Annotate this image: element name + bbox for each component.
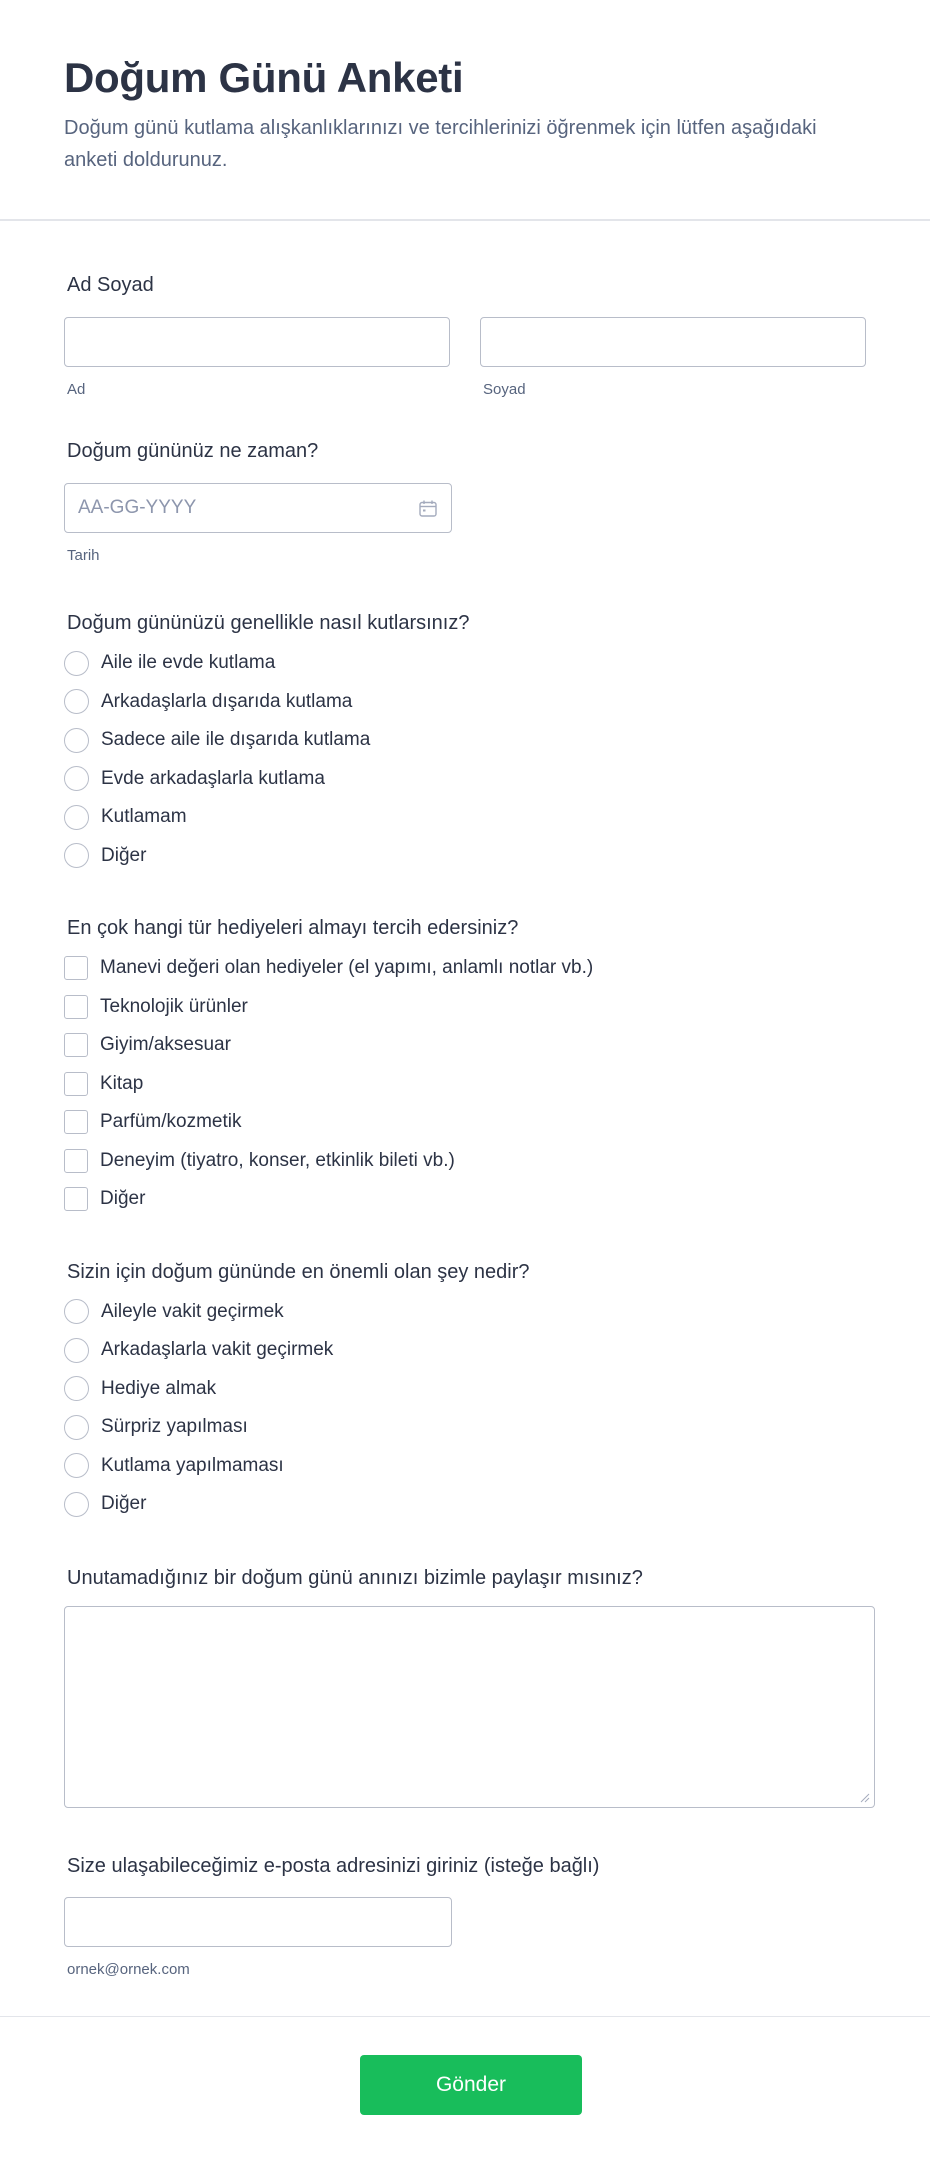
radio-option[interactable] <box>64 721 866 760</box>
memory-question <box>64 1564 866 1808</box>
checkbox[interactable] <box>64 1033 88 1057</box>
radio-option[interactable] <box>64 683 866 722</box>
option-label: Manevi değeri olan hediyeler (el yapımı, anlamlı notlar vb.) <box>100 957 594 979</box>
form-footer <box>0 2016 930 2162</box>
checkbox-option[interactable] <box>64 1142 866 1181</box>
option-label: Sürpriz yapılması <box>101 1416 248 1438</box>
calendar-icon[interactable] <box>419 500 437 517</box>
name-question <box>64 271 866 399</box>
option-label: Aileyle vakit geçirmek <box>101 1300 284 1322</box>
radio-button[interactable] <box>64 1453 89 1478</box>
gifts-question <box>64 914 866 1219</box>
radio-button[interactable] <box>64 651 89 676</box>
radio-option[interactable] <box>64 1408 866 1447</box>
option-label: Kutlamam <box>101 806 187 828</box>
option-label: Sadece aile ile dışarıda kutlama <box>101 729 371 751</box>
email-label: Size ulaşabileceğimiz e-posta adresinizi giriniz (isteğe bağlı) <box>67 1854 600 1877</box>
radio-option[interactable] <box>64 1370 866 1409</box>
option-label: Hediye almak <box>101 1377 217 1399</box>
radio-option[interactable] <box>64 1447 866 1486</box>
option-label: Arkadaşlarla dışarıda kutlama <box>101 690 353 712</box>
radio-button[interactable] <box>64 1299 89 1324</box>
option-label: Teknolojik ürünler <box>100 995 248 1017</box>
gifts-label: En çok hangi tür hediyeleri almayı tercih edersiniz? <box>67 917 519 939</box>
radio-button[interactable] <box>64 843 89 868</box>
radio-option[interactable] <box>64 1293 866 1332</box>
radio-button[interactable] <box>64 1492 89 1517</box>
name-label: Ad Soyad <box>67 274 154 296</box>
birthday-label: Doğum gününüz ne zaman? <box>67 440 319 462</box>
option-label: Arkadaşlarla vakit geçirmek <box>101 1339 334 1361</box>
option-label: Giyim/aksesuar <box>100 1034 231 1056</box>
option-label: Diğer <box>101 844 147 866</box>
radio-option[interactable] <box>64 1485 866 1524</box>
date-placeholder: AA-GG-YYYY <box>78 497 197 518</box>
radio-button[interactable] <box>64 1376 89 1401</box>
radio-button[interactable] <box>64 1338 89 1363</box>
option-label: Parfüm/kozmetik <box>100 1111 242 1133</box>
page-subtitle: Doğum günü kutlama alışkanlıklarınızı ve tercihlerinizi öğrenmek için lütfen aşağıdaki anketi doldurunuz. <box>64 117 817 171</box>
checkbox-option[interactable] <box>64 1065 866 1104</box>
option-label: Aile ile evde kutlama <box>101 652 276 674</box>
option-label: Deneyim (tiyatro, konser, etkinlik bileti vb.) <box>100 1149 455 1171</box>
checkbox[interactable] <box>64 1072 88 1096</box>
page-title: Doğum Günü Anketi <box>64 54 464 101</box>
memory-label: Unutamadığınız bir doğum günü anınızı bizimle paylaşır mısınız? <box>67 1566 643 1589</box>
first-name-input[interactable] <box>64 317 450 367</box>
last-name-sublabel: Soyad <box>483 381 526 398</box>
radio-option[interactable] <box>64 760 866 799</box>
radio-option[interactable] <box>64 837 866 876</box>
option-label: Kutlama yapılmaması <box>101 1454 284 1476</box>
checkbox-option[interactable] <box>64 1180 866 1219</box>
memory-textarea[interactable] <box>64 1606 875 1808</box>
radio-button[interactable] <box>64 805 89 830</box>
celebrate-label: Doğum gününüzü genellikle nasıl kutlarsınız? <box>67 612 470 634</box>
first-name-sublabel: Ad <box>67 381 86 398</box>
form-header <box>0 0 930 221</box>
date-sublabel: Tarih <box>67 547 100 564</box>
important-question <box>64 1258 866 1524</box>
birthday-question <box>64 437 866 565</box>
email-question <box>64 1852 866 1979</box>
radio-button[interactable] <box>64 728 89 753</box>
date-input[interactable] <box>64 483 452 533</box>
checkbox-option[interactable] <box>64 949 866 988</box>
radio-button[interactable] <box>64 766 89 791</box>
radio-button[interactable] <box>64 689 89 714</box>
radio-option[interactable] <box>64 798 866 837</box>
checkbox-option[interactable] <box>64 1026 866 1065</box>
checkbox-option[interactable] <box>64 1103 866 1142</box>
radio-button[interactable] <box>64 1415 89 1440</box>
email-sublabel: ornek@ornek.com <box>67 1960 190 1978</box>
email-input[interactable] <box>64 1897 452 1947</box>
survey-form <box>0 271 930 1979</box>
celebrate-question <box>64 609 866 875</box>
option-label: Diğer <box>100 1188 146 1210</box>
checkbox[interactable] <box>64 956 88 980</box>
checkbox[interactable] <box>64 1187 88 1211</box>
option-label: Evde arkadaşlarla kutlama <box>101 767 325 789</box>
option-label: Diğer <box>101 1493 147 1515</box>
radio-option[interactable] <box>64 644 866 683</box>
checkbox[interactable] <box>64 1110 88 1134</box>
checkbox[interactable] <box>64 995 88 1019</box>
option-label: Kitap <box>100 1072 144 1094</box>
checkbox[interactable] <box>64 1149 88 1173</box>
resize-handle-icon[interactable] <box>860 1793 870 1803</box>
last-name-input[interactable] <box>480 317 866 367</box>
important-label: Sizin için doğum gününde en önemli olan şey nedir? <box>67 1260 530 1283</box>
radio-option[interactable] <box>64 1331 866 1370</box>
checkbox-option[interactable] <box>64 988 866 1027</box>
submit-button[interactable]: Gönder <box>360 2055 582 2115</box>
